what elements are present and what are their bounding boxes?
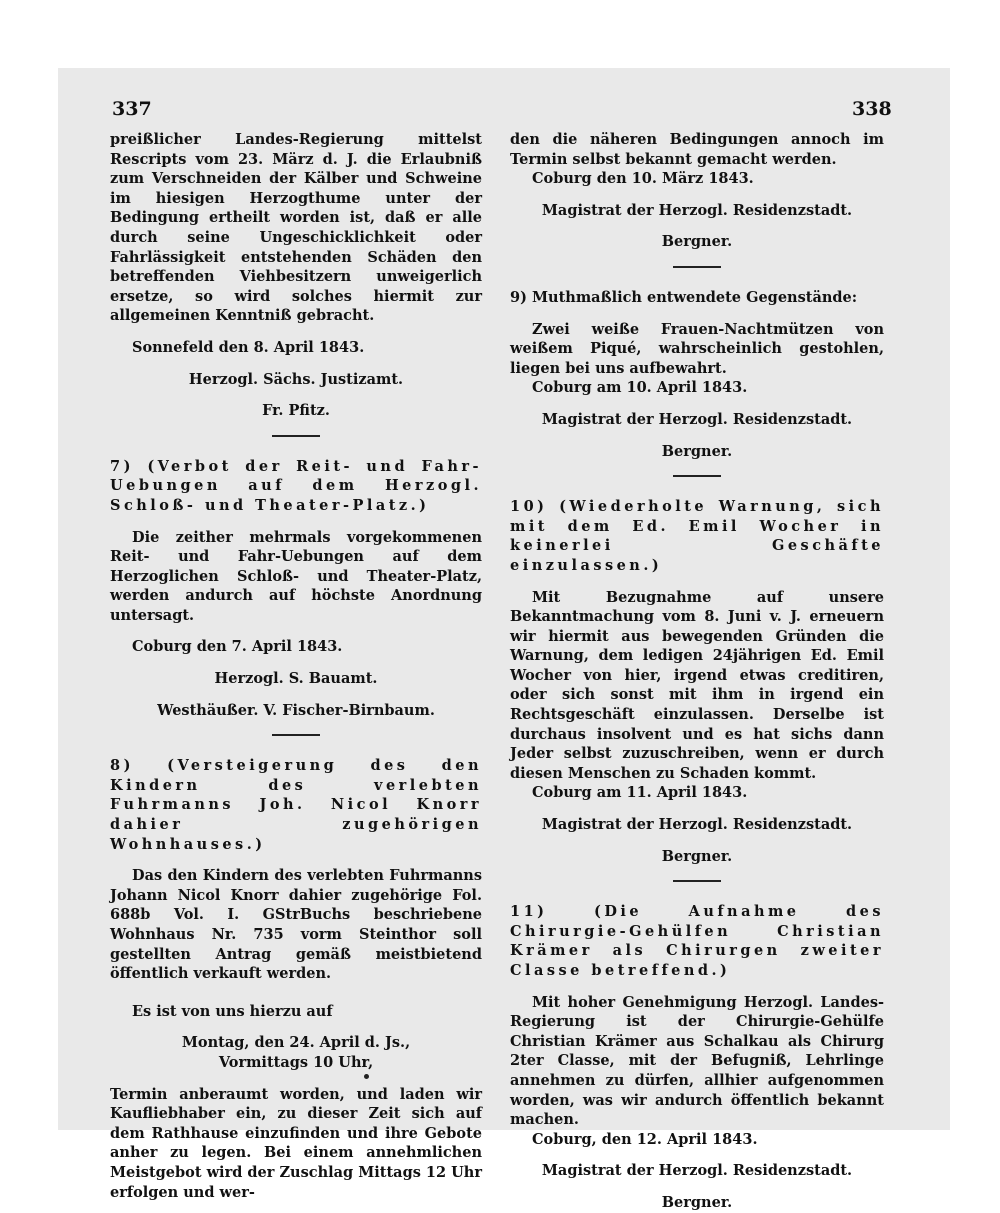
notice-8-date: Montag, den 24. April d. Js., (181, 1034, 411, 1052)
right-column (510, 130, 884, 1213)
section-divider (272, 435, 320, 437)
notice-place-date: Sonnefeld den 8. April 1843. (132, 338, 365, 356)
notice-7-heading: 7) (Verbot der Reit- und Fahr-Uebungen auf dem Herzogl. Schloß- und Theater-Platz.) (110, 457, 482, 514)
notice-7-text: Die zeither mehrmals vorgekommenen Reit- und Fahr-Uebungen auf dem Herzoglichen Schloß- und Theater-Platz, werden andurch auf höchste Anordnung untersagt. (110, 528, 482, 624)
notice-11-text: Mit hoher Genehmigung Herzogl. Landes-Regierung ist der Chirurgie-Gehülfe Christian Krämer aus Schalkau als Chirurg 2ter Classe, mit der Befugniß, Lehrlinge annehmen zu dürfen, allhier aufgenommen worden, was wir andurch öffentlich bekannt machen. (510, 993, 884, 1129)
notice-authority: Herzogl. Sächs. Justizamt. (188, 370, 404, 388)
page-number-right: 338 (852, 98, 892, 120)
notice-9-authority: Magistrat der Herzogl. Residenzstadt. (541, 410, 853, 428)
notice-authority: Magistrat der Herzogl. Residenzstadt. (541, 201, 853, 219)
notice-10-heading: 10) (Wiederholte Warnung, sich mit dem Ed. Emil Wocher in keinerlei Geschäfte einzulassen.) (510, 498, 884, 574)
notice-9-text: Zwei weiße Frauen-Nachtmützen von weißem Piqué, wahrscheinlich gestohlen, liegen bei uns aufbewahrt. (510, 320, 884, 377)
section-divider (272, 734, 320, 736)
notice-9-place-date: Coburg am 10. April 1843. (532, 379, 748, 397)
notice-10-place-date: Coburg am 11. April 1843. (532, 784, 748, 802)
section-divider (673, 880, 721, 882)
notice-8-heading: 8) (Versteigerung des den Kindern des verlebten Fuhrmanns Joh. Nicol Knorr dahier zugehörigen Wohnhauses.) (110, 757, 482, 853)
notice-11-heading: 11) (Die Aufnahme des Chirurgie-Gehülfen Christian Krämer als Chirurgen zweiter Classe betreffend.) (510, 903, 884, 979)
notice-9-heading: 9) Muthmaßlich entwendete Gegenstände: (510, 288, 858, 306)
notice-9-signature: Bergner. (661, 442, 733, 460)
notice-10-signature: Bergner. (661, 847, 733, 865)
ink-dot (364, 1074, 369, 1079)
notice-7-place-date: Coburg den 7. April 1843. (132, 638, 343, 656)
notice-8-text: Das den Kindern des verlebten Fuhrmanns Johann Nicol Knorr dahier zugehörige Fol. 688b Vol. I. GStrBuchs beschriebene Wohnhaus Nr. 735 vorm Steinthor soll gestellten Antrag gemäß meistbietend öffentlich verkauft werden. (110, 867, 482, 983)
notice-11-place-date: Coburg, den 12. April 1843. (532, 1130, 758, 1148)
notice-10-authority: Magistrat der Herzogl. Residenzstadt. (541, 816, 853, 834)
notice-8-rest: Termin anberaumt worden, und laden wir Kaufliebhaber ein, zu dieser Zeit sich auf dem Rathhause einzufinden und ihre Gebote anher zu legen. Bei einem annehmlichen Meistgebot wird der Zuschlag Mittags 12 Uhr erfolgen und wer- (110, 1085, 482, 1201)
notice-signature: Fr. Pfitz. (262, 402, 330, 420)
notice-8-intro: Es ist von uns hierzu auf (132, 1002, 333, 1020)
notice-7-authority: Herzogl. S. Bauamt. (214, 670, 378, 688)
continued-notice-text: den die näheren Bedingungen annoch im Termin selbst bekannt gemacht werden. (510, 131, 884, 168)
page-number-left: 337 (112, 98, 152, 120)
notice-place-date: Coburg den 10. März 1843. (532, 170, 754, 188)
notice-11-signature: Bergner. (661, 1193, 733, 1211)
notice-10-text: Mit Bezugnahme auf unsere Bekanntmachung vom 8. Juni v. J. erneuern wir hiermit aus bewegenden Gründen die Warnung, dem ledigen 24jährigen Ed. Emil Wocher von hier, irgend etwas creditiren, oder sich sonst mit ihm in irgend ein Rechtsgeschäft einzulassen. Derselbe ist durchaus insolvent und es hat sichs dann Jeder selbst zuzuschreiben, wenn er durch diesen Menschen zu Schaden kommt. (510, 588, 884, 782)
section-divider (673, 475, 721, 477)
notice-8-time: Vormittags 10 Uhr, (218, 1053, 374, 1071)
notice-7-signature: Westhäußer. V. Fischer-Birnbaum. (157, 701, 435, 719)
continued-notice-text: preißlicher Landes-Regierung mittelst Rescripts vom 23. März d. J. die Erlaubniß zum Verschneiden der Kälber und Schweine im hiesigen Herzogthume unter der Bedingung ertheilt worden ist, daß er alle durch seine Ungeschicklichkeit oder Fahrlässigkeit entstehenden Schäden den betreffenden Viehbesitzern unweigerlich ersetze, so wird solches hiermit zur allgemeinen Kenntniß gebracht. (110, 131, 482, 325)
notice-signature: Bergner. (661, 233, 733, 251)
section-divider (673, 266, 721, 268)
left-column (110, 130, 482, 1202)
notice-11-authority: Magistrat der Herzogl. Residenzstadt. (541, 1162, 853, 1180)
